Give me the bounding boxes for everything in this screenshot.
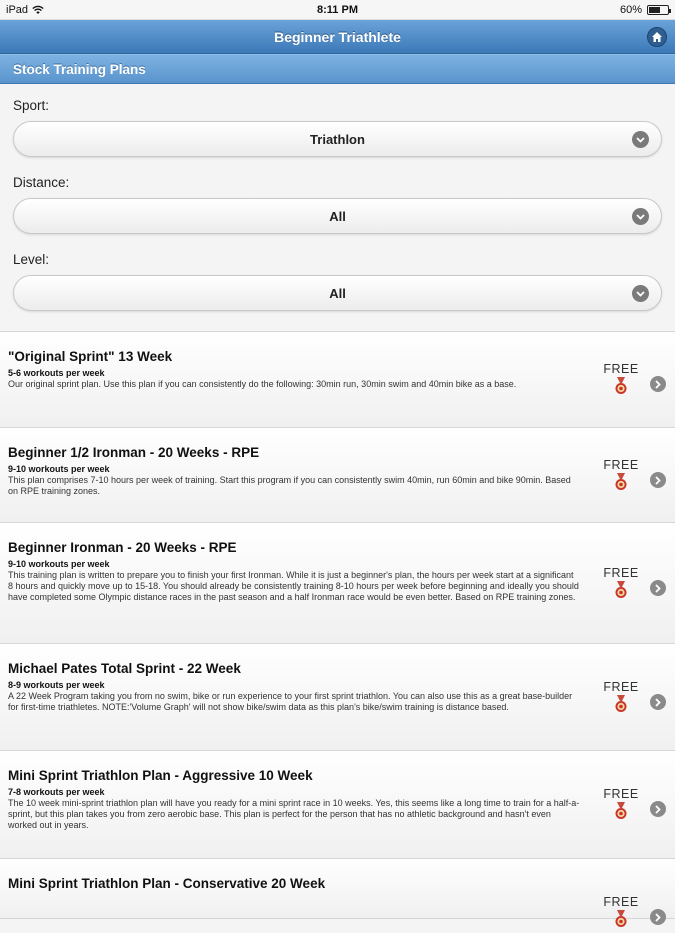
plan-list-item[interactable]: [0, 332, 675, 428]
plan-description: Our original sprint plan. Use this plan if you can consistently do the following: 30min run, 30min swim and 40min bike as a base.: [8, 379, 517, 389]
plan-title: "Original Sprint" 13 Week: [8, 349, 173, 364]
section-header: [0, 54, 675, 84]
plan-description: The 10 week mini-sprint triathlon plan will have you ready for a mini sprint race in 10 weeks. Yes, this seems like a long time to train for a half-a-sprint, but this plan takes you from zero aerobic base. This plan is perfect for the person that has no athletic background and hasn't even worked out in years.: [8, 798, 580, 830]
plan-title: Mini Sprint Triathlon Plan - Aggressive 10 Week: [8, 768, 313, 783]
plan-title: Mini Sprint Triathlon Plan - Conservative 20 Week: [8, 876, 326, 891]
status-time: 8:11 PM: [317, 4, 358, 16]
section-title: Stock Training Plans: [13, 62, 146, 77]
medal-icon: [614, 377, 628, 395]
battery-percent: 60%: [619, 4, 642, 16]
plan-list-item[interactable]: [0, 644, 675, 751]
battery-fill: [649, 7, 660, 13]
plan-price-label: FREE: [603, 458, 639, 472]
sport-select-value: Triathlon: [310, 132, 365, 147]
level-select[interactable]: [13, 275, 662, 311]
level-select-value: All: [329, 286, 346, 301]
plan-price-label: FREE: [603, 895, 639, 909]
chevron-right-icon: [650, 472, 666, 488]
plan-description: A 22 Week Program taking you from no swim, bike or run experience to your first sprint triathlon. You can also use this as a great base-builder for first-time triathletes. NOTE:'Volume Graph' will not show bike/swim data as this plan's bike/swim training is distance based.: [8, 691, 573, 712]
plan-price: [601, 566, 641, 604]
medal-icon: [614, 802, 628, 820]
medal-icon: [614, 695, 628, 713]
medal-icon: [614, 473, 628, 491]
home-icon: [651, 31, 663, 43]
plan-price-label: FREE: [603, 680, 639, 694]
chevron-right-icon: [650, 801, 666, 817]
carrier-label: iPad: [6, 4, 29, 16]
chevron-right-icon: [650, 694, 666, 710]
sport-label: Sport:: [13, 98, 50, 113]
plan-frequency: 9-10 workouts per week: [8, 464, 110, 474]
plan-price-label: FREE: [603, 566, 639, 580]
plan-price-label: FREE: [603, 787, 639, 801]
plan-price: [601, 680, 641, 718]
medal-icon: [614, 581, 628, 599]
sport-select[interactable]: [13, 121, 662, 157]
distance-select-value: All: [329, 209, 346, 224]
plan-list-item[interactable]: [0, 859, 675, 919]
status-right: [620, 4, 669, 16]
plan-title: Michael Pates Total Sprint - 22 Week: [8, 661, 241, 676]
app-header: [0, 20, 675, 54]
plan-description: This plan comprises 7-10 hours per week of training. Start this program if you can consistently swim 40min, run 60min and bike 90min. Based on RPE training zones.: [8, 475, 571, 496]
status-bar: [0, 0, 675, 20]
plan-description: This training plan is written to prepare you to finish your first Ironman. While it is just a beginner's plan, the hours per week start at a significant 8 hours and quickly move up to 15-18. You should already be consistently training 8-10 hours per week before beginning and ideally you should have completed some Olympic distance races in the past season and a half Ironman race would be even better. Based on RPE training zones.: [8, 570, 579, 602]
plan-list-item[interactable]: [0, 751, 675, 859]
medal-icon: [614, 910, 628, 928]
plan-price-label: FREE: [603, 362, 639, 376]
home-button[interactable]: [647, 27, 667, 47]
plan-frequency: 8-9 workouts per week: [8, 680, 105, 690]
plan-list-item[interactable]: [0, 428, 675, 523]
distance-label: Distance:: [13, 175, 70, 190]
chevron-down-icon: [632, 208, 649, 225]
plan-price: [601, 787, 641, 825]
plan-list: [0, 331, 675, 919]
plan-list-item[interactable]: [0, 523, 675, 644]
plan-frequency: 9-10 workouts per week: [8, 559, 110, 569]
chevron-right-icon: [650, 376, 666, 392]
chevron-right-icon: [650, 909, 666, 925]
plan-price: [601, 362, 641, 400]
plan-title: Beginner Ironman - 20 Weeks - RPE: [8, 540, 237, 555]
filter-form: [0, 84, 675, 311]
plan-frequency: 7-8 workouts per week: [8, 787, 105, 797]
distance-select[interactable]: [13, 198, 662, 234]
plan-price: [601, 895, 641, 933]
battery-icon: [647, 5, 669, 15]
plan-frequency: 5-6 workouts per week: [8, 368, 105, 378]
page-title: Beginner Triathlete: [274, 29, 401, 45]
level-label: Level:: [13, 252, 50, 267]
chevron-down-icon: [632, 285, 649, 302]
chevron-down-icon: [632, 131, 649, 148]
chevron-right-icon: [650, 580, 666, 596]
plan-title: Beginner 1/2 Ironman - 20 Weeks - RPE: [8, 445, 260, 460]
plan-price: [601, 458, 641, 496]
